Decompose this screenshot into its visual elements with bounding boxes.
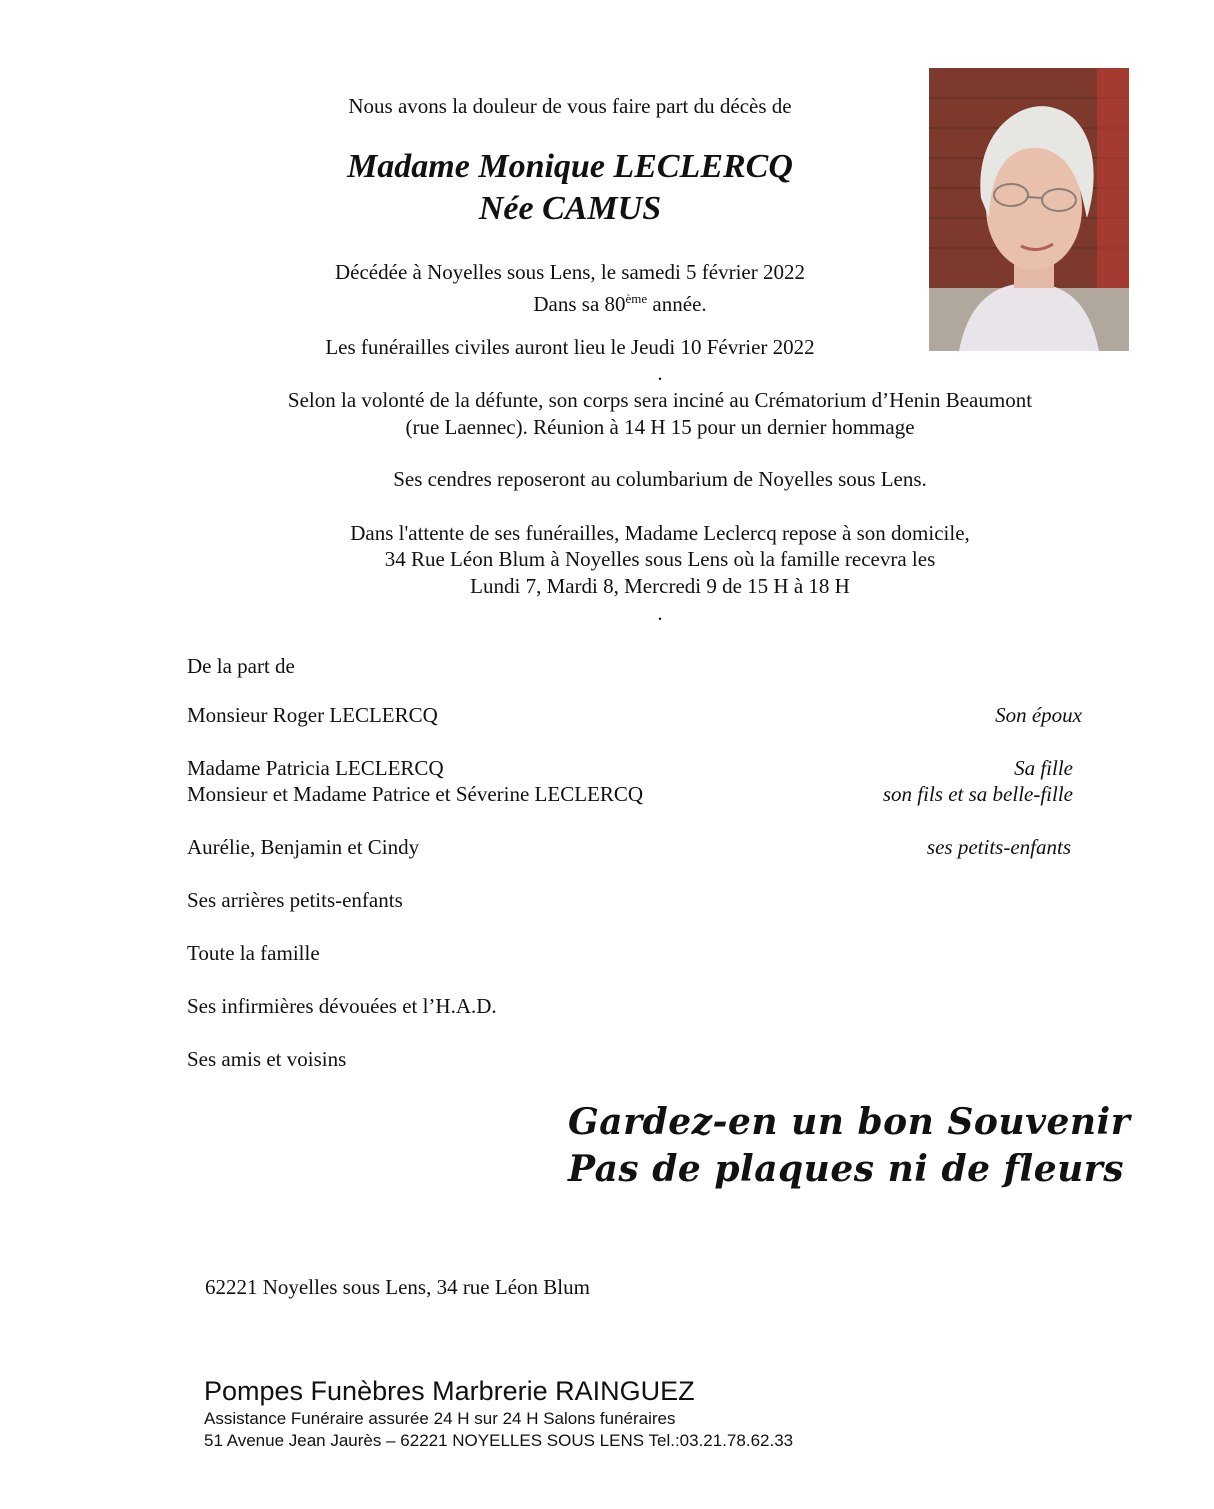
rest-line3: Lundi 7, Mardi 8, Mercredi 9 de 15 H à 18 H — [470, 574, 850, 598]
age-line — [230, 285, 1010, 318]
funeral-home-contact: 51 Avenue Jean Jaurès – 62221 NOYELLES SOUS LENS Tel.:03.21.78.62.33 — [204, 1431, 794, 1450]
separator-dot: . — [657, 361, 663, 385]
deceased-maiden-name: Née CAMUS — [478, 190, 662, 227]
closing-line2: Pas de plaques ni de fleurs — [568, 1148, 1125, 1190]
family-member-relation: ses petits-enfants — [926, 835, 1071, 859]
deceased-name-line1: Madame Monique LECLERCQ — [347, 148, 793, 185]
family-member-name: Monsieur et Madame Patrice et Séverine LECLERCQ — [187, 782, 644, 806]
family-member-name: Ses infirmières dévouées et l’H.A.D. — [187, 994, 497, 1018]
family-row — [187, 1046, 1082, 1073]
family-row — [187, 834, 1071, 861]
family-member-name: Aurélie, Benjamin et Cindy — [187, 835, 420, 859]
family-member-relation: son fils et sa belle-fille — [882, 782, 1073, 806]
family-row — [187, 781, 1073, 808]
intro-text: Nous avons la douleur de vous faire part du décès de — [348, 94, 792, 118]
age-suffix: année. — [647, 292, 707, 316]
separator-dot: . — [657, 601, 663, 625]
age-superscript: ème — [625, 291, 648, 306]
family-row — [187, 940, 1082, 967]
deceased-name — [230, 146, 910, 230]
rest-line2: 34 Rue Léon Blum à Noyelles sous Lens où la famille recevra les — [384, 547, 936, 571]
funeral-date: Les funérailles civiles auront lieu le Jeudi 10 Février 2022 — [325, 335, 815, 359]
family-member-name: Madame Patricia LECLERCQ — [187, 756, 444, 780]
family-intro: De la part de — [187, 654, 295, 678]
family-row — [187, 702, 1082, 729]
home-address: 62221 Noyelles sous Lens, 34 rue Léon Blum — [205, 1275, 590, 1299]
family-member-name: Ses arrières petits-enfants — [187, 888, 403, 912]
family-row — [187, 755, 1073, 782]
family-member-relation: Son époux — [995, 703, 1082, 727]
family-member-name: Toute la famille — [187, 941, 320, 965]
family-member-relation: Sa fille — [1014, 756, 1073, 780]
rest-line1: Dans l'attente de ses funérailles, Madame Leclercq repose à son domicile, — [350, 521, 970, 545]
family-row — [187, 993, 1082, 1020]
funeral-home-service: Assistance Funéraire assurée 24 H sur 24 H Salons funéraires — [204, 1409, 676, 1428]
funeral-home-name: Pompes Funèbres Marbrerie RAINGUEZ — [204, 1376, 695, 1406]
cremation-line: Selon la volonté de la défunte, son corps sera inciné au Crématorium d’Henin Beaumont — [287, 388, 1033, 412]
family-member-name: Monsieur Roger LECLERCQ — [187, 703, 438, 727]
death-date: Décédée à Noyelles sous Lens, le samedi 5 février 2022 — [335, 260, 805, 284]
family-member-name: Ses amis et voisins — [187, 1047, 347, 1071]
closing-line1: Gardez-en un bon Souvenir — [568, 1101, 1131, 1143]
family-row — [187, 887, 1082, 914]
age-prefix: Dans sa 80 — [533, 292, 626, 316]
ashes-line: Ses cendres reposeront au columbarium de Noyelles sous Lens. — [393, 467, 927, 491]
gathering-line: (rue Laennec). Réunion à 14 H 15 pour un dernier hommage — [405, 415, 915, 439]
